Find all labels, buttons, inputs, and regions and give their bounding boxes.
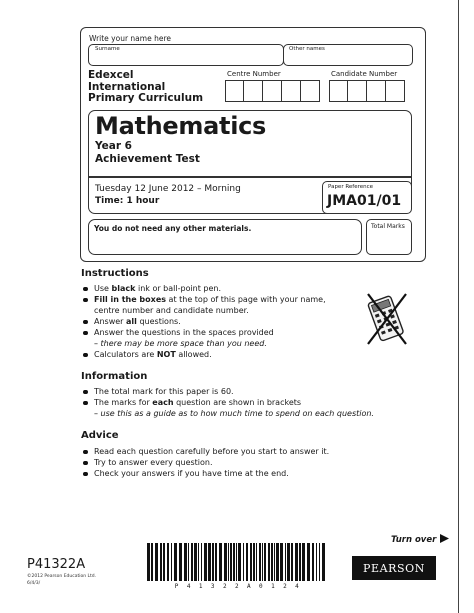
board-line-3: Primary Curriculum	[88, 92, 204, 104]
barcode-bar	[163, 543, 165, 581]
candidate-number-boxes[interactable]	[329, 80, 405, 102]
barcode-bar	[250, 543, 252, 581]
advice-list	[81, 446, 381, 479]
candidate-digit-box[interactable]	[367, 80, 386, 102]
list-item: Try to answer every question.	[81, 457, 381, 468]
barcode-bar	[295, 543, 298, 581]
candidate-digit-box[interactable]	[329, 80, 348, 102]
candidate-digit-box[interactable]	[386, 80, 405, 102]
surname-label: Surname	[95, 46, 120, 52]
turn-over	[391, 534, 449, 546]
centre-number-boxes[interactable]	[225, 80, 320, 102]
barcode-bar	[246, 543, 248, 581]
list-item: Answer the questions in the spaces provided	[81, 327, 351, 338]
list-item: Read each question carefully before you start to answer it.	[81, 446, 381, 457]
barcode-bar	[160, 543, 162, 581]
barcode-bar	[208, 543, 211, 581]
publisher-name: PEARSON	[362, 561, 426, 575]
exam-board-name	[88, 70, 203, 105]
information-heading: Information	[81, 371, 148, 382]
barcode-bar	[204, 543, 207, 581]
board-line-2: International	[88, 80, 166, 93]
advice-heading: Advice	[81, 430, 119, 441]
list-item: Check your answers if you have time at the end.	[81, 468, 381, 479]
barcode-bar	[307, 543, 310, 581]
candidate-digit-box[interactable]	[348, 80, 367, 102]
barcode-bar	[198, 543, 199, 581]
barcode-bar	[174, 543, 177, 581]
list-item: The marks for each question are shown in brackets	[81, 397, 381, 408]
barcode-bar	[299, 543, 301, 581]
barcode-bar	[171, 543, 172, 581]
exam-date: Tuesday 12 June 2012 – Morning	[95, 184, 241, 194]
centre-digit-box[interactable]	[263, 80, 282, 102]
copyright: ©2012 Pearson Education Ltd.	[27, 574, 97, 579]
candidate-number-label: Candidate Number	[331, 70, 398, 78]
barcode-bar	[155, 543, 158, 581]
year-label: Year 6	[95, 140, 132, 152]
barcode-bar	[191, 543, 193, 581]
barcode-bar	[285, 543, 286, 581]
subject-title: Mathematics	[95, 112, 267, 140]
paper-reference-code: JMA01/01	[327, 193, 402, 209]
barcode-bar	[264, 543, 266, 581]
surname-field[interactable]	[88, 44, 284, 66]
barcode-bar	[238, 543, 241, 581]
barcode-bar	[179, 543, 182, 581]
materials-note: You do not need any other materials.	[94, 224, 252, 233]
turn-over-label: Turn over	[391, 535, 437, 545]
publisher-logo	[352, 556, 436, 580]
barcode-bars	[147, 543, 327, 581]
total-marks-box[interactable]	[366, 219, 412, 255]
barcode-bar	[219, 543, 222, 581]
right-arrow-icon	[440, 534, 449, 546]
materials-box	[88, 219, 362, 255]
barcode-bar	[236, 543, 237, 581]
barcode-bar	[291, 543, 293, 581]
barcode-bar	[253, 543, 255, 581]
list-item: Calculators are NOT allowed.	[81, 349, 351, 360]
barcode-bar	[276, 543, 279, 581]
barcode-bar	[151, 543, 153, 581]
page-right-rule	[458, 0, 459, 613]
other-names-label: Other names	[289, 46, 325, 52]
centre-number-label: Centre Number	[227, 70, 281, 78]
list-item-continuation: – use this as a guide as to how much time to spend on each question.	[94, 409, 374, 418]
barcode-bar	[230, 543, 232, 581]
list-item: Fill in the boxes at the top of this page with your name,	[81, 294, 351, 305]
barcode-bar	[259, 543, 261, 581]
barcode-bar	[256, 543, 257, 581]
other-names-field[interactable]	[283, 44, 413, 66]
centre-digit-box[interactable]	[244, 80, 263, 102]
centre-digit-box[interactable]	[225, 80, 244, 102]
barcode-bar	[215, 543, 217, 581]
list-item-continuation: centre number and candidate number.	[94, 306, 249, 315]
barcode-bar	[212, 543, 214, 581]
information-list	[81, 386, 381, 419]
instructions-list	[81, 283, 351, 360]
centre-digit-box[interactable]	[282, 80, 301, 102]
barcode-digits: P 4 1 3 2 2 A 0 1 2 4	[174, 583, 300, 590]
barcode-bar	[228, 543, 229, 581]
write-name-label: Write your name here	[89, 34, 171, 43]
barcode-bar	[243, 543, 244, 581]
paper-code: P41322A	[27, 557, 86, 572]
barcode-bar	[271, 543, 273, 581]
list-item: Answer all questions.	[81, 316, 351, 327]
barcode-bar	[274, 543, 275, 581]
total-marks-label: Total Marks	[371, 223, 405, 230]
instructions-heading: Instructions	[81, 268, 149, 279]
barcode-bar	[194, 543, 197, 581]
test-name: Achievement Test	[95, 153, 200, 165]
list-item: The total mark for this paper is 60.	[81, 386, 381, 397]
paper-reference-box	[322, 181, 412, 214]
barcode-bar	[287, 543, 290, 581]
board-line-1: Edexcel	[88, 69, 134, 81]
barcode	[147, 543, 327, 593]
barcode-bar	[280, 543, 283, 581]
subject-divider	[88, 176, 412, 178]
barcode-bar	[147, 543, 150, 581]
barcode-bar	[188, 543, 189, 581]
barcode-bar	[316, 543, 317, 581]
barcode-bar	[167, 543, 169, 581]
print-code: 6/4/3/	[27, 581, 41, 586]
barcode-bar	[184, 543, 187, 581]
list-item: Use black ink or ball-point pen.	[81, 283, 351, 294]
barcode-bar	[319, 543, 320, 581]
barcode-bar	[302, 543, 305, 581]
exam-time: Time: 1 hour	[95, 196, 160, 206]
barcode-bar	[262, 543, 263, 581]
barcode-bar	[224, 543, 227, 581]
barcode-bar	[201, 543, 202, 581]
barcode-bar	[233, 543, 235, 581]
barcode-bar	[268, 543, 270, 581]
list-item-continuation: – there may be more space than you need.	[94, 339, 267, 348]
barcode-bar	[322, 543, 325, 581]
calculator-crossed-out-icon	[364, 290, 410, 348]
barcode-bar	[312, 543, 314, 581]
paper-reference-label: Paper Reference	[328, 184, 374, 190]
centre-digit-box[interactable]	[301, 80, 320, 102]
